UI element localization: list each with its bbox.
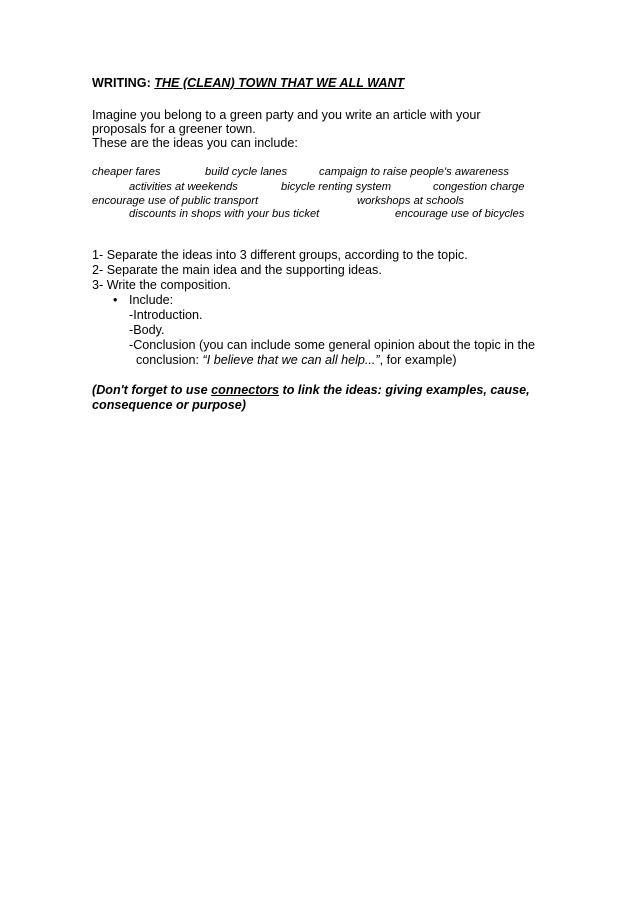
- item-conclusion-continued: [136, 353, 457, 368]
- item-introduction: -Introduction.: [129, 308, 203, 322]
- note-keyword: connectors: [211, 383, 280, 397]
- idea-congestion-charge: congestion charge: [433, 181, 525, 193]
- heading-title: THE (CLEAN) TOWN THAT WE ALL WANT: [154, 76, 405, 90]
- writing-heading: [92, 76, 404, 91]
- step-3: 3- Write the composition.: [92, 278, 232, 292]
- conclusion-quote: “I believe that we can all help...”: [202, 353, 380, 367]
- intro-line-2: proposals for a greener town.: [92, 122, 256, 136]
- include-label: Include:: [129, 293, 174, 307]
- note-part-2: to link the ideas: giving examples, cause,: [279, 383, 530, 397]
- intro-line-1: Imagine you belong to a green party and you write an article with your: [92, 108, 481, 122]
- idea-encourage-bicycles: encourage use of bicycles: [395, 208, 525, 220]
- idea-campaign-awareness: campaign to raise people's awareness: [319, 166, 509, 178]
- item-conclusion: -Conclusion (you can include some general opinion about the topic in the: [129, 338, 536, 352]
- step-1: 1- Separate the ideas into 3 different groups, according to the topic.: [92, 248, 468, 262]
- idea-build-cycle-lanes: build cycle lanes: [205, 166, 288, 178]
- item-body: -Body.: [129, 323, 165, 337]
- conclusion-text-a: conclusion:: [136, 353, 203, 367]
- connectors-note-line-1: [92, 383, 530, 398]
- note-part-1: (Don't forget to use: [92, 383, 212, 397]
- intro-line-3: These are the ideas you can include:: [92, 136, 298, 150]
- bullet-icon: •: [113, 293, 118, 307]
- heading-label: WRITING:: [92, 76, 151, 90]
- idea-discounts-shops: discounts in shops with your bus ticket: [129, 208, 320, 220]
- idea-activities-weekends: activities at weekends: [129, 181, 238, 193]
- idea-public-transport: encourage use of public transport: [92, 195, 259, 207]
- connectors-note-line-2: consequence or purpose): [92, 398, 246, 412]
- idea-workshops-schools: workshops at schools: [357, 195, 464, 207]
- idea-bicycle-renting: bicycle renting system: [281, 181, 392, 193]
- idea-cheaper-fares: cheaper fares: [92, 166, 161, 178]
- step-2: 2- Separate the main idea and the supporting ideas.: [92, 263, 382, 277]
- conclusion-text-b: , for example): [379, 353, 457, 367]
